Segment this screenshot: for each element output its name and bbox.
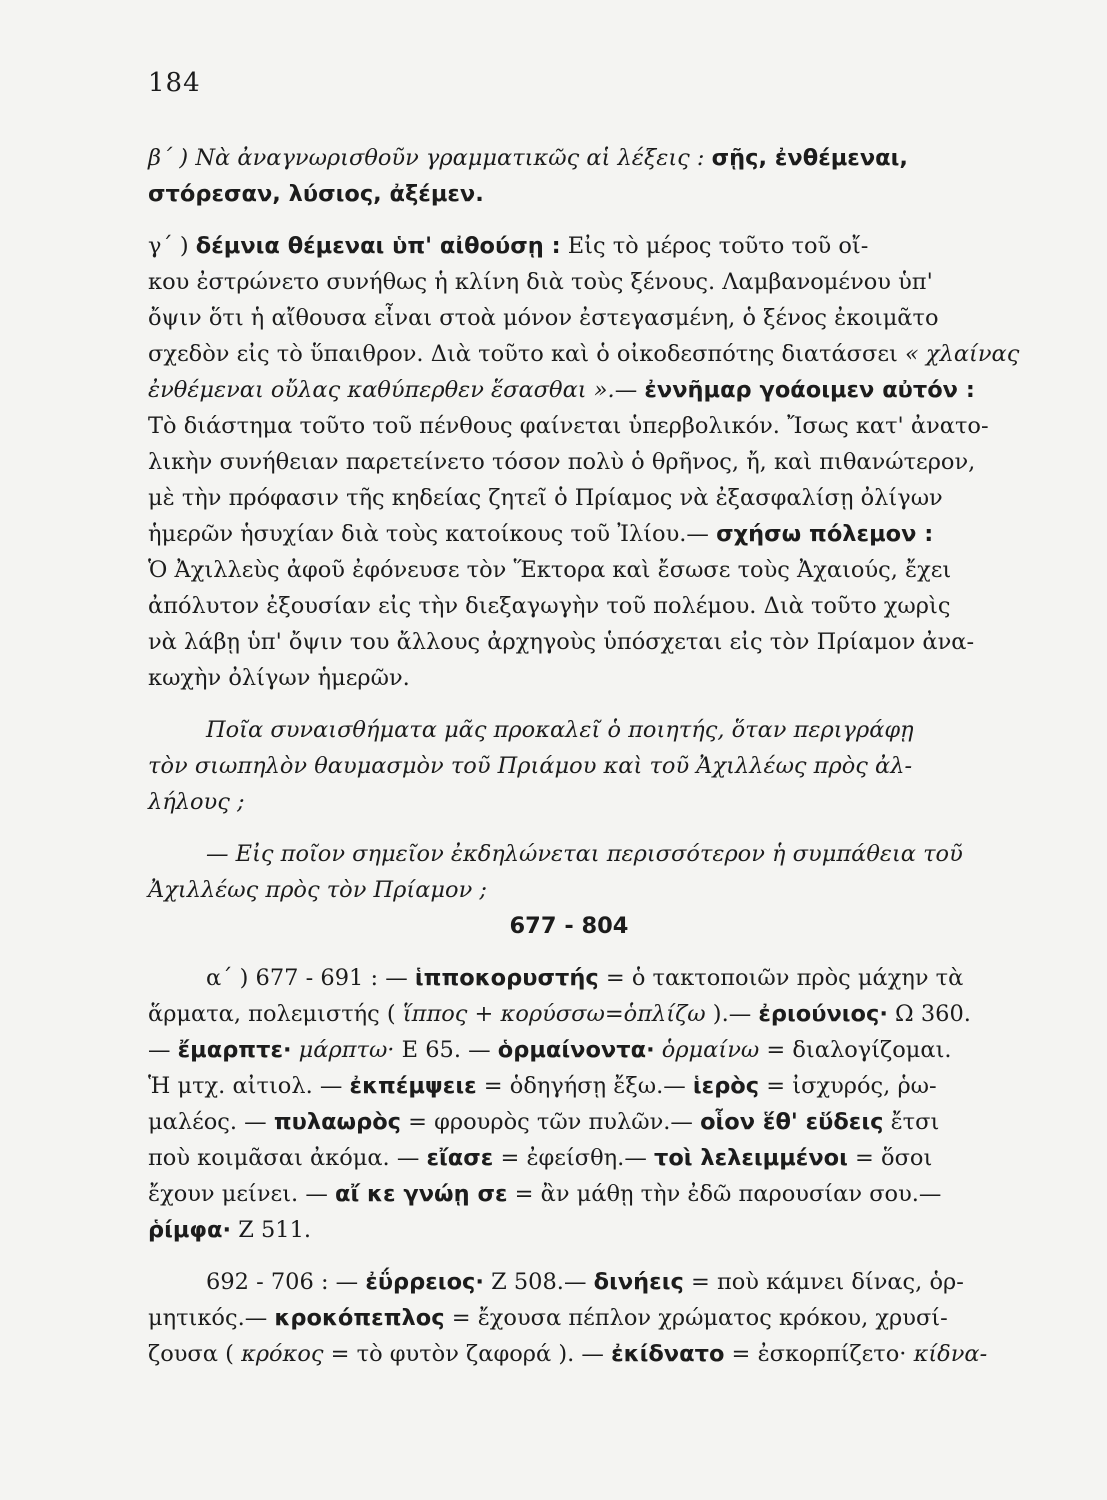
- text-segment: = ἐφείσθη.—: [493, 1145, 654, 1171]
- text-line: [148, 660, 990, 696]
- text-segment: Ἡ μτχ. αἰτιολ. —: [148, 1073, 350, 1099]
- text-segment: « χλαίνας: [905, 341, 1020, 367]
- text-segment: κου ἐστρώνετο συνήθως ἡ κλίνη διὰ τοὺς ξένους. Λαμβανομένου ὑπ': [148, 269, 933, 295]
- lemma: ἐριούνιος·: [758, 1001, 888, 1027]
- text-segment: ποὺ κοιμᾶσαι ἀκόμα. —: [148, 1145, 427, 1171]
- text-segment: — Εἰς ποῖον σημεῖον ἐκδηλώνεται περισσότερον ἡ συμπάθεια τοῦ: [206, 841, 963, 867]
- text-segment: —: [148, 1037, 178, 1063]
- text-segment: ὁρμαίνω: [654, 1037, 760, 1063]
- lemma: ἱερὸς: [692, 1073, 760, 1099]
- lemma: ῥίμφα·: [148, 1217, 232, 1243]
- text-segment: Ζ 511.: [231, 1217, 312, 1243]
- text-segment: λικὴν συνήθειαν παρετείνετο τόσον πολὺ ὁ θρῆνος, ἤ, καὶ πιθανώτερον,: [148, 449, 976, 475]
- lemma: δινήεις: [593, 1269, 684, 1295]
- text-line: [148, 960, 990, 996]
- lemma: δέμνια θέμεναι ὑπ' αἰθούσῃ :: [195, 233, 561, 259]
- text-line: [148, 480, 990, 516]
- text-line: [148, 1264, 990, 1300]
- text-segment: ἐνθέμεναι οὔλας καθύπερθεν ἕσασθαι ».: [148, 377, 615, 403]
- text-line: [148, 1212, 990, 1248]
- lemma: οἷον ἕθ' εὕδεις: [700, 1109, 884, 1135]
- text-line: [148, 140, 990, 176]
- text-segment: = ὁ τακτοποιῶν πρὸς μάχην τὰ: [598, 965, 964, 991]
- text-segment: νὰ λάβῃ ὑπ' ὄψιν του ἄλλους ἀρχηγοὺς ὑπόσχεται εἰς τὸν Πρίαμον ἀνα-: [148, 629, 975, 655]
- lemma: κροκόπεπλος: [274, 1305, 445, 1331]
- text-line: [148, 588, 990, 624]
- lemma: ἔμαρπτε·: [177, 1037, 292, 1063]
- text-line: [148, 624, 990, 660]
- text-segment: ἔχουν μείνει. —: [148, 1181, 335, 1207]
- text-segment: ἡμερῶν ἡσυχίαν διὰ τοὺς κατοίκους τοῦ Ἰλίου.—: [148, 521, 717, 547]
- text-segment: Ε 65. —: [394, 1037, 498, 1063]
- text-line: [148, 336, 1020, 372]
- lemma: ἐκίδνατο: [611, 1341, 725, 1367]
- text-segment: κωχὴν ὀλίγων ἡμερῶν.: [148, 665, 410, 691]
- text-line: [148, 408, 990, 444]
- text-segment: β΄ ): [148, 145, 196, 171]
- text-line: [148, 176, 990, 212]
- lemma: ἱπποκορυστής: [414, 965, 599, 991]
- text-segment: Νὰ ἀναγνωρισθοῦν γραμματικῶς αἱ λέξεις :: [195, 145, 712, 171]
- text-line: [148, 1336, 990, 1372]
- lemma: ὁρμαίνοντα·: [497, 1037, 655, 1063]
- text-segment: = ἂν μάθῃ τὴν ἐδῶ παρουσίαν σου.—: [507, 1181, 942, 1207]
- text-line: [148, 264, 990, 300]
- text-segment: μάρπτω·: [291, 1037, 395, 1063]
- lemma: πυλαωρὸς: [273, 1109, 401, 1135]
- text-line: [148, 1300, 990, 1336]
- text-segment: μαλέος. —: [148, 1109, 274, 1135]
- text-segment: = φρουρὸς τῶν πυλῶν.—: [401, 1109, 701, 1135]
- paragraph-gap: [148, 696, 990, 712]
- lemma: σῇς, ἐνθέμεναι,: [711, 145, 908, 171]
- text-segment: ἀπόλυτον ἐξουσίαν εἰς τὴν διεξαγωγὴν τοῦ πολέμου. Διὰ τοῦτο χωρὶς: [148, 593, 951, 619]
- text-segment: = ἐσκορπίζετο·: [724, 1341, 907, 1367]
- text-line: [148, 748, 990, 784]
- lemma: εἴασε: [426, 1145, 494, 1171]
- page-number: 184: [148, 68, 201, 98]
- text-line: [148, 712, 990, 748]
- text-line: [148, 872, 990, 908]
- text-segment: ἅρματα, πολεμιστής (: [148, 1001, 403, 1027]
- text-line: [148, 1176, 990, 1212]
- text-segment: ἵππος + κορύσσω=ὁπλίζω: [402, 1001, 706, 1027]
- lemma: ἐννῆμαρ γοάοιμεν αὐτόν :: [644, 377, 975, 403]
- text-line: [148, 516, 990, 552]
- text-line: [148, 1068, 990, 1104]
- text-segment: Εἰς τὸ μέρος τοῦτο τοῦ οἴ-: [560, 233, 869, 259]
- text-line: [148, 836, 990, 872]
- paragraph-gap: [148, 820, 990, 836]
- text-segment: = ποὺ κάμνει δίνας, ὁρ-: [683, 1269, 964, 1295]
- text-line: [148, 908, 990, 944]
- text-line: [148, 300, 990, 336]
- text-segment: = ὅσοι: [847, 1145, 933, 1171]
- text-line: [148, 784, 990, 820]
- text-segment: λήλους ;: [148, 789, 245, 815]
- text-segment: Τὸ διάστημα τοῦτο τοῦ πένθους φαίνεται ὑπερβολικόν. Ἴσως κατ' ἀνατο-: [148, 413, 989, 439]
- text-segment: κίδνα-: [906, 1341, 988, 1367]
- text-segment: μὲ τὴν πρόφασιν τῆς κηδείας ζητεῖ ὁ Πρίαμος νὰ ἐξασφαλίσῃ ὀλίγων: [148, 485, 943, 511]
- text-segment: ὄψιν ὅτι ἡ αἴθουσα εἶναι στοὰ μόνον ἐστεγασμένη, ὁ ξένος ἐκοιμᾶτο: [148, 305, 939, 331]
- text-segment: κρόκος: [241, 1341, 324, 1367]
- lemma: σχήσω πόλεμον :: [716, 521, 934, 547]
- text-line: [148, 372, 990, 408]
- text-segment: = διαλογίζομαι.: [759, 1037, 952, 1063]
- lemma: ἐΰρρειος·: [365, 1269, 484, 1295]
- text-line: [148, 228, 990, 264]
- text-segment: = ἰσχυρός, ῥω-: [759, 1073, 937, 1099]
- text-segment: Ὁ Ἀχιλλεὺς ἀφοῦ ἐφόνευσε τὸν Ἕκτορα καὶ ἔσωσε τοὺς Ἀχαιούς, ἔχει: [148, 557, 952, 583]
- text-segment: = τὸ φυτὸν ζαφορά ). —: [323, 1341, 612, 1367]
- text-segment: ).—: [705, 1001, 759, 1027]
- paragraph-gap: [148, 1248, 990, 1264]
- text-line: [148, 1032, 990, 1068]
- text-segment: 692 - 706 : —: [206, 1269, 366, 1295]
- text-line: [148, 552, 990, 588]
- text-line: [148, 996, 990, 1032]
- text-segment: γ΄ ): [148, 233, 196, 259]
- paragraph-gap: [148, 212, 990, 228]
- text-segment: Ζ 508.—: [483, 1269, 594, 1295]
- text-segment: = ἔχουσα πέπλον χρώματος κρόκου, χρυσί-: [444, 1305, 948, 1331]
- lemma: ἐκπέμψειε: [349, 1073, 477, 1099]
- text-segment: Ω 360.: [887, 1001, 971, 1027]
- text-segment: Ἀχιλλέως πρὸς τὸν Πρίαμον ;: [148, 877, 487, 903]
- text-segment: ζουσα (: [148, 1341, 242, 1367]
- section-heading: 677 - 804: [509, 913, 629, 939]
- paragraph-gap: [148, 944, 990, 960]
- text-line: [148, 444, 990, 480]
- text-segment: Ποῖα συναισθήματα μᾶς προκαλεῖ ὁ ποιητής, ὅταν περιγράφῃ: [206, 717, 914, 743]
- text-segment: α΄ ) 677 - 691 : —: [206, 965, 415, 991]
- text-line: [148, 1140, 990, 1176]
- text-segment: = ὁδηγήσῃ ἔξω.—: [476, 1073, 693, 1099]
- lemma: στόρεσαν, λύσιος, ἀξέμεν.: [148, 181, 484, 207]
- text-segment: τὸν σιωπηλὸν θαυμασμὸν τοῦ Πριάμου καὶ τοῦ Ἀχιλλέως πρὸς ἀλ-: [148, 753, 913, 779]
- text-line: [148, 1104, 990, 1140]
- text-segment: ἔτσι: [883, 1109, 940, 1135]
- lemma: αἴ κε γνώῃ σε: [334, 1181, 508, 1207]
- text-segment: —: [614, 377, 645, 403]
- text-segment: σχεδὸν εἰς τὸ ὕπαιθρον. Διὰ τοῦτο καὶ ὁ οἰκοδεσπότης διατάσσει: [148, 341, 906, 367]
- lemma: τοὶ λελειμμένοι: [653, 1145, 848, 1171]
- page-text: [148, 140, 1020, 1372]
- text-segment: μητικός.—: [148, 1305, 275, 1331]
